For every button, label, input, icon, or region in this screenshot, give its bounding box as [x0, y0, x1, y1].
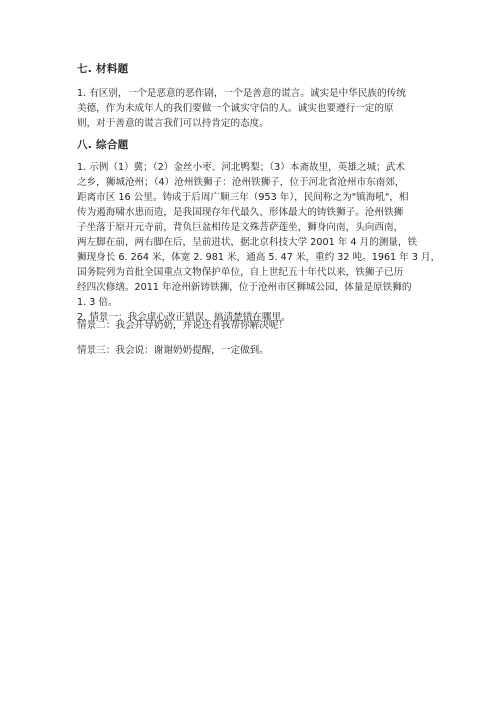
section-8-heading: 八. 综合题	[77, 139, 129, 151]
text-line: 情景三：我会说：谢谢奶奶提醒，一定做到。	[77, 345, 269, 356]
section-7-answer	[77, 86, 427, 131]
text-line: 1. 有区别，一个是恶意的恶作剧，一个是善意的谎言。诚实是中华民族的传统	[77, 88, 406, 99]
text-line: 狮现身长 6. 264 米，体宽 2. 981 米，通高 5. 47 米，重约 32 吨。1961 年 3 月，	[77, 252, 441, 263]
text-line: 两左脚在前，两右脚在后，呈前进状，据北京科技大学 2001 年 4 月的测量，铁	[77, 237, 418, 248]
section-7-heading: 七. 材料题	[77, 63, 129, 75]
text-line: 距离市区 16 公里。铸成于后周广顺三年（953 年），民间称之为"镇海吼"，相	[77, 192, 409, 203]
text-line: 国务院列为首批全国重点文物保护单位，自上世纪五十年代以来，铁狮子已历	[77, 267, 404, 278]
section-8-answer	[77, 160, 441, 325]
text-line: 1. 3 倍。	[77, 297, 118, 308]
text-line: 情景二：我会开导奶奶，并说还有我帮你解决呢！	[77, 320, 289, 331]
text-line: 子坐落于原开元寺前，背负巨盆相传是文殊菩萨莲坐，狮身向南，头向西南，	[77, 222, 404, 233]
text-line: 2. 情景一：我会虚心改正错误，搞清楚错在哪里。	[77, 312, 291, 323]
scene-two	[77, 318, 427, 333]
text-line: 1. 示例（1）冀；（2）金丝小枣、河北鸭梨；（3）本斋故里，英雄之城；武术	[77, 162, 405, 173]
text-line: 美德，作为未成年人的我们要做一个诚实守信的人。诚实也要遵行一定的原	[77, 103, 394, 114]
scene-three	[77, 343, 427, 358]
text-line: 经四次修缮。2011 年沧州新铸铁狮，位于沧州市区狮城公园，体量是原铁狮的	[77, 282, 412, 293]
text-line: 传为遏海啸水患而造，是我国现存年代最久、形体最大的铸铁狮子。沧州铁狮	[77, 207, 404, 218]
text-line: 则，对于善意的谎言我们可以持肯定的态度。	[77, 118, 269, 129]
text-line: 之乡，狮城沧州；（4）沧州铁狮子：沧州铁狮子，位于河北省沧州市东南郊，	[77, 177, 405, 188]
